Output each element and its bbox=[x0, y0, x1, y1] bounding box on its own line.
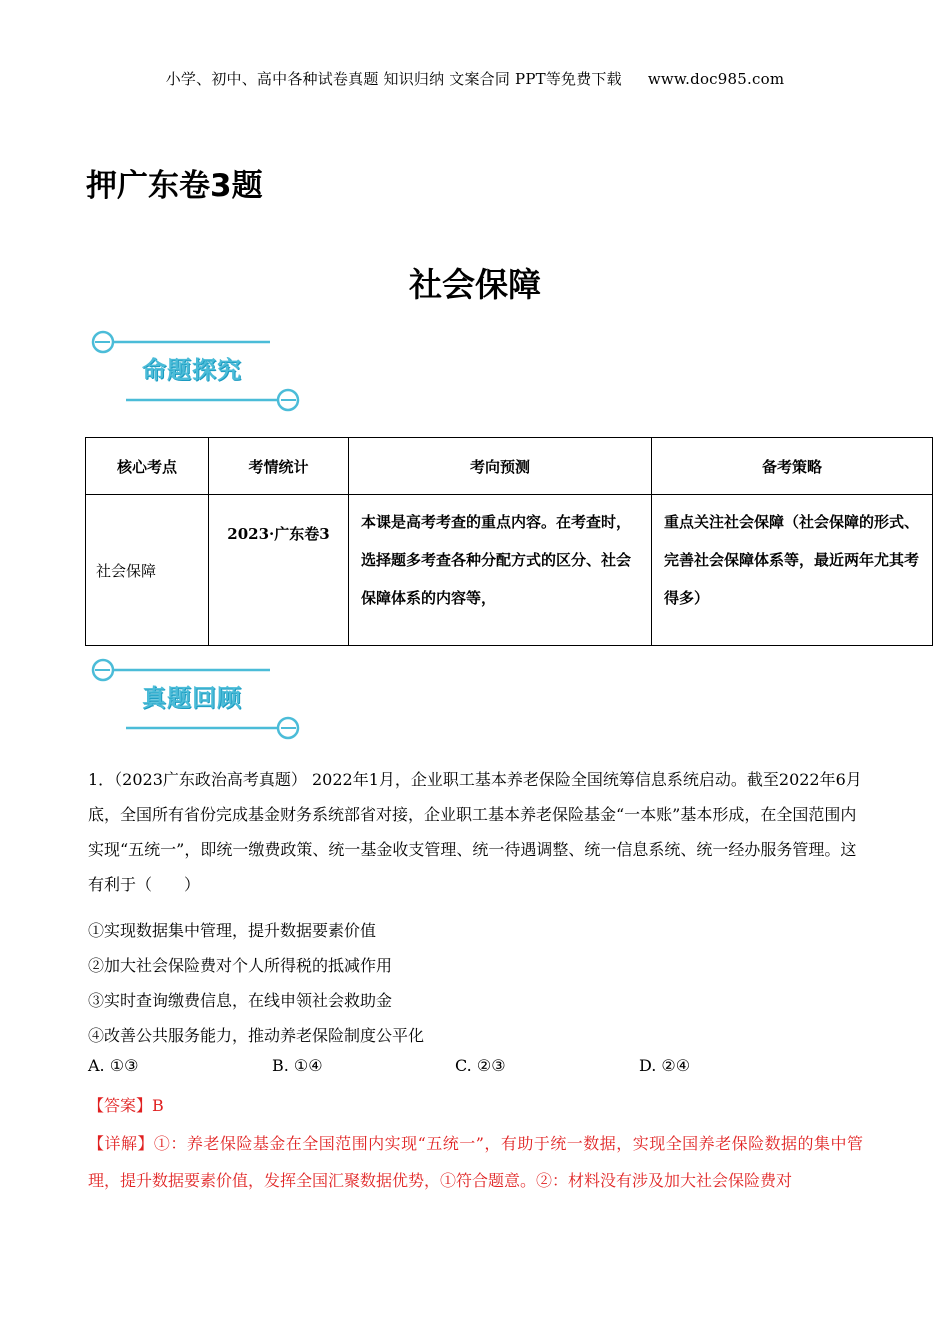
badge-explore-label: 命题探究 bbox=[142, 356, 242, 384]
exam-table bbox=[85, 437, 933, 646]
option-b: B. ①④ bbox=[272, 1056, 323, 1075]
header-url[interactable]: www.doc985.com bbox=[647, 70, 785, 88]
table-header: 备考策略 bbox=[652, 438, 933, 495]
badge-review-label: 真题回顾 bbox=[142, 684, 242, 712]
question-stem: 1．（2023广东政治高考真题） 2022年1月，企业职工基本养老保险全国统筹信息系统启动。截至2022年6月底，全国所有省份完成基金财务系统部省对接，企业职工基本养老保险基金“一本账”基本形成，在全国范围内实现“五统一”，即统一缴费政策、统一基金收支管理、统一待遇调整、统一信息系统、统一经办服务管理。这有利于（ ） bbox=[88, 770, 862, 894]
question-item-2: ②加大社会保险费对个人所得税的抵减作用 bbox=[88, 956, 393, 975]
option-d: D. ②④ bbox=[639, 1056, 691, 1075]
answer-explanation: 【详解】①：养老保险基金在全国范围内实现“五统一”，有助于统一数据，实现全国养老保险数据的集中管理，提升数据要素价值，发挥全国汇聚数据优势，①符合题意。②：材料没有涉及加大社会保险费对 bbox=[88, 1134, 863, 1190]
header-text: 小学、初中、高中各种试卷真题 知识归纳 文案合同 PPT等免费下载 bbox=[165, 70, 622, 88]
question-item-1: ①实现数据集中管理，提升数据要素价值 bbox=[88, 921, 377, 940]
table-header: 核心考点 bbox=[86, 438, 209, 495]
page-title: 押广东卷3题 bbox=[86, 168, 263, 204]
question-item-4: ④改善公共服务能力，推动养老保险制度公平化 bbox=[88, 1026, 425, 1045]
option-a: A. ①③ bbox=[88, 1056, 139, 1075]
badge-review bbox=[88, 656, 304, 742]
option-c: C. ②③ bbox=[455, 1056, 506, 1075]
badge-explore bbox=[88, 328, 304, 414]
cell-topic: 社会保障 bbox=[86, 495, 209, 646]
page-header bbox=[0, 68, 950, 89]
cell-strategy: 重点关注社会保障（社会保障的形式、完善社会保障体系等，最近两年尤其考得多） bbox=[652, 495, 933, 646]
table-header: 考情统计 bbox=[209, 438, 349, 495]
cell-stats: 2023·广东卷3 bbox=[209, 495, 349, 646]
section-title: 社会保障 bbox=[409, 265, 541, 304]
answer-label: 【答案】B bbox=[88, 1096, 164, 1115]
table-header: 考向预测 bbox=[349, 438, 652, 495]
table-header-row bbox=[86, 438, 933, 495]
table-row bbox=[86, 495, 933, 646]
cell-prediction: 本课是高考考查的重点内容。在考查时，选择题多考查各种分配方式的区分、社会保障体系的内容等， bbox=[349, 495, 652, 646]
question-item-3: ③实时查询缴费信息，在线申领社会救助金 bbox=[88, 991, 393, 1010]
